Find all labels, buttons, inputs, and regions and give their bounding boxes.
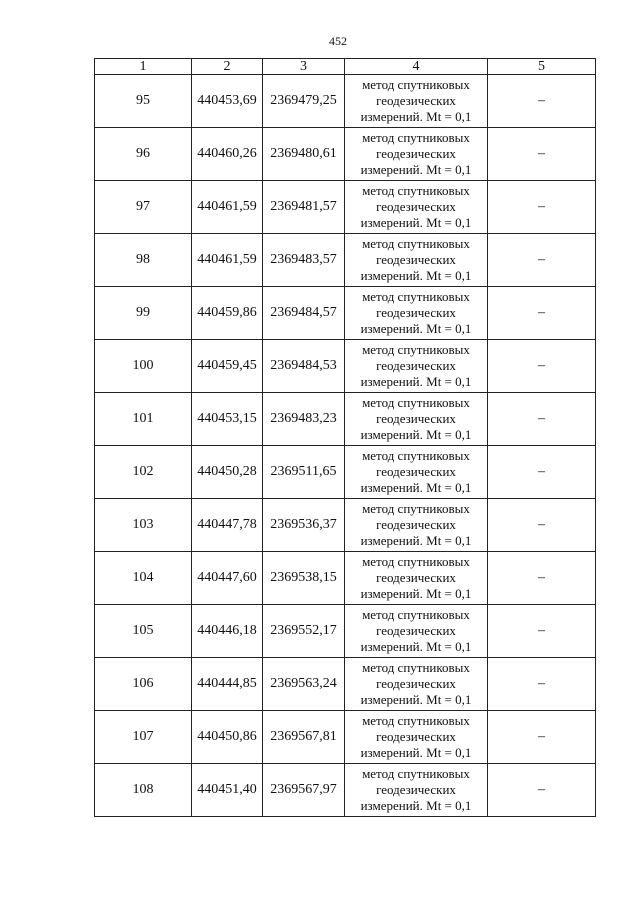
x-coordinate: 440453,69 bbox=[192, 75, 263, 128]
method-line-2: геодезических bbox=[376, 517, 456, 532]
method-description bbox=[345, 234, 488, 287]
y-coordinate: 2369483,57 bbox=[263, 234, 345, 287]
column-5-value: – bbox=[488, 287, 596, 340]
column-5-value: – bbox=[488, 234, 596, 287]
method-line-2: геодезических bbox=[376, 782, 456, 797]
method-line-1: метод спутниковых bbox=[362, 395, 470, 410]
column-5-value: – bbox=[488, 658, 596, 711]
y-coordinate: 2369484,57 bbox=[263, 287, 345, 340]
x-coordinate: 440447,60 bbox=[192, 552, 263, 605]
method-line-3: измерений. Mt = 0,1 bbox=[360, 798, 472, 813]
method-line-1: метод спутниковых bbox=[362, 77, 470, 92]
point-number: 100 bbox=[95, 340, 192, 393]
method-line-1: метод спутниковых bbox=[362, 342, 470, 357]
table-row bbox=[95, 711, 596, 764]
method-line-2: геодезических bbox=[376, 729, 456, 744]
point-number: 98 bbox=[95, 234, 192, 287]
column-5-value: – bbox=[488, 711, 596, 764]
method-description bbox=[345, 340, 488, 393]
method-line-3: измерений. Mt = 0,1 bbox=[360, 533, 472, 548]
method-line-1: метод спутниковых bbox=[362, 554, 470, 569]
method-line-3: измерений. Mt = 0,1 bbox=[360, 427, 472, 442]
method-line-3: измерений. Mt = 0,1 bbox=[360, 745, 472, 760]
method-line-1: метод спутниковых bbox=[362, 660, 470, 675]
method-line-3: измерений. Mt = 0,1 bbox=[360, 480, 472, 495]
method-line-2: геодезических bbox=[376, 358, 456, 373]
column-5-value: – bbox=[488, 340, 596, 393]
table-row bbox=[95, 499, 596, 552]
coordinates-table bbox=[94, 58, 596, 817]
table-row bbox=[95, 552, 596, 605]
header-col-5: 5 bbox=[488, 59, 596, 75]
table-body bbox=[95, 75, 596, 817]
column-5-value: – bbox=[488, 446, 596, 499]
y-coordinate: 2369479,25 bbox=[263, 75, 345, 128]
x-coordinate: 440446,18 bbox=[192, 605, 263, 658]
column-5-value: – bbox=[488, 499, 596, 552]
method-line-2: геодезических bbox=[376, 199, 456, 214]
method-line-3: измерений. Mt = 0,1 bbox=[360, 639, 472, 654]
method-line-2: геодезических bbox=[376, 676, 456, 691]
x-coordinate: 440461,59 bbox=[192, 181, 263, 234]
header-col-1: 1 bbox=[95, 59, 192, 75]
method-line-1: метод спутниковых bbox=[362, 501, 470, 516]
y-coordinate: 2369484,53 bbox=[263, 340, 345, 393]
method-line-1: метод спутниковых bbox=[362, 289, 470, 304]
method-line-1: метод спутниковых bbox=[362, 236, 470, 251]
y-coordinate: 2369552,17 bbox=[263, 605, 345, 658]
method-line-2: геодезических bbox=[376, 623, 456, 638]
method-description bbox=[345, 181, 488, 234]
x-coordinate: 440450,28 bbox=[192, 446, 263, 499]
method-line-3: измерений. Mt = 0,1 bbox=[360, 268, 472, 283]
method-line-2: геодезических bbox=[376, 411, 456, 426]
y-coordinate: 2369538,15 bbox=[263, 552, 345, 605]
column-5-value: – bbox=[488, 552, 596, 605]
method-description bbox=[345, 658, 488, 711]
y-coordinate: 2369483,23 bbox=[263, 393, 345, 446]
x-coordinate: 440447,78 bbox=[192, 499, 263, 552]
method-line-1: метод спутниковых bbox=[362, 448, 470, 463]
table-row bbox=[95, 605, 596, 658]
method-description bbox=[345, 446, 488, 499]
table-row bbox=[95, 128, 596, 181]
y-coordinate: 2369563,24 bbox=[263, 658, 345, 711]
table-row bbox=[95, 658, 596, 711]
y-coordinate: 2369567,81 bbox=[263, 711, 345, 764]
method-line-3: измерений. Mt = 0,1 bbox=[360, 215, 472, 230]
table-row bbox=[95, 393, 596, 446]
method-line-1: метод спутниковых bbox=[362, 713, 470, 728]
method-line-2: геодезических bbox=[376, 252, 456, 267]
table-row bbox=[95, 340, 596, 393]
method-line-3: измерений. Mt = 0,1 bbox=[360, 109, 472, 124]
point-number: 106 bbox=[95, 658, 192, 711]
method-line-1: метод спутниковых bbox=[362, 130, 470, 145]
y-coordinate: 2369511,65 bbox=[263, 446, 345, 499]
method-line-1: метод спутниковых bbox=[362, 607, 470, 622]
table-row bbox=[95, 764, 596, 817]
column-5-value: – bbox=[488, 764, 596, 817]
method-line-2: геодезических bbox=[376, 305, 456, 320]
point-number: 105 bbox=[95, 605, 192, 658]
point-number: 95 bbox=[95, 75, 192, 128]
x-coordinate: 440460,26 bbox=[192, 128, 263, 181]
point-number: 103 bbox=[95, 499, 192, 552]
column-5-value: – bbox=[488, 605, 596, 658]
point-number: 107 bbox=[95, 711, 192, 764]
y-coordinate: 2369567,97 bbox=[263, 764, 345, 817]
point-number: 97 bbox=[95, 181, 192, 234]
point-number: 99 bbox=[95, 287, 192, 340]
method-description bbox=[345, 605, 488, 658]
table-row bbox=[95, 446, 596, 499]
method-description bbox=[345, 287, 488, 340]
header-col-2: 2 bbox=[192, 59, 263, 75]
y-coordinate: 2369481,57 bbox=[263, 181, 345, 234]
table-row bbox=[95, 234, 596, 287]
table-row bbox=[95, 181, 596, 234]
method-line-2: геодезических bbox=[376, 146, 456, 161]
column-5-value: – bbox=[488, 128, 596, 181]
method-description bbox=[345, 128, 488, 181]
method-description bbox=[345, 75, 488, 128]
table-row bbox=[95, 75, 596, 128]
point-number: 102 bbox=[95, 446, 192, 499]
method-line-3: измерений. Mt = 0,1 bbox=[360, 374, 472, 389]
x-coordinate: 440453,15 bbox=[192, 393, 263, 446]
x-coordinate: 440451,40 bbox=[192, 764, 263, 817]
method-line-1: метод спутниковых bbox=[362, 766, 470, 781]
method-description bbox=[345, 711, 488, 764]
method-line-3: измерений. Mt = 0,1 bbox=[360, 586, 472, 601]
method-description bbox=[345, 552, 488, 605]
x-coordinate: 440459,86 bbox=[192, 287, 263, 340]
x-coordinate: 440450,86 bbox=[192, 711, 263, 764]
method-line-2: геодезических bbox=[376, 464, 456, 479]
header-col-4: 4 bbox=[345, 59, 488, 75]
method-line-3: измерений. Mt = 0,1 bbox=[360, 692, 472, 707]
point-number: 96 bbox=[95, 128, 192, 181]
header-col-3: 3 bbox=[263, 59, 345, 75]
method-line-3: измерений. Mt = 0,1 bbox=[360, 162, 472, 177]
point-number: 104 bbox=[95, 552, 192, 605]
method-line-3: измерений. Mt = 0,1 bbox=[360, 321, 472, 336]
method-description bbox=[345, 764, 488, 817]
x-coordinate: 440461,59 bbox=[192, 234, 263, 287]
y-coordinate: 2369536,37 bbox=[263, 499, 345, 552]
method-description bbox=[345, 499, 488, 552]
method-line-1: метод спутниковых bbox=[362, 183, 470, 198]
point-number: 108 bbox=[95, 764, 192, 817]
method-line-2: геодезических bbox=[376, 570, 456, 585]
point-number: 101 bbox=[95, 393, 192, 446]
table-header-row bbox=[95, 59, 596, 75]
x-coordinate: 440459,45 bbox=[192, 340, 263, 393]
page-number: 452 bbox=[329, 34, 347, 48]
column-5-value: – bbox=[488, 75, 596, 128]
column-5-value: – bbox=[488, 393, 596, 446]
x-coordinate: 440444,85 bbox=[192, 658, 263, 711]
table-row bbox=[95, 287, 596, 340]
y-coordinate: 2369480,61 bbox=[263, 128, 345, 181]
method-line-2: геодезических bbox=[376, 93, 456, 108]
method-description bbox=[345, 393, 488, 446]
column-5-value: – bbox=[488, 181, 596, 234]
